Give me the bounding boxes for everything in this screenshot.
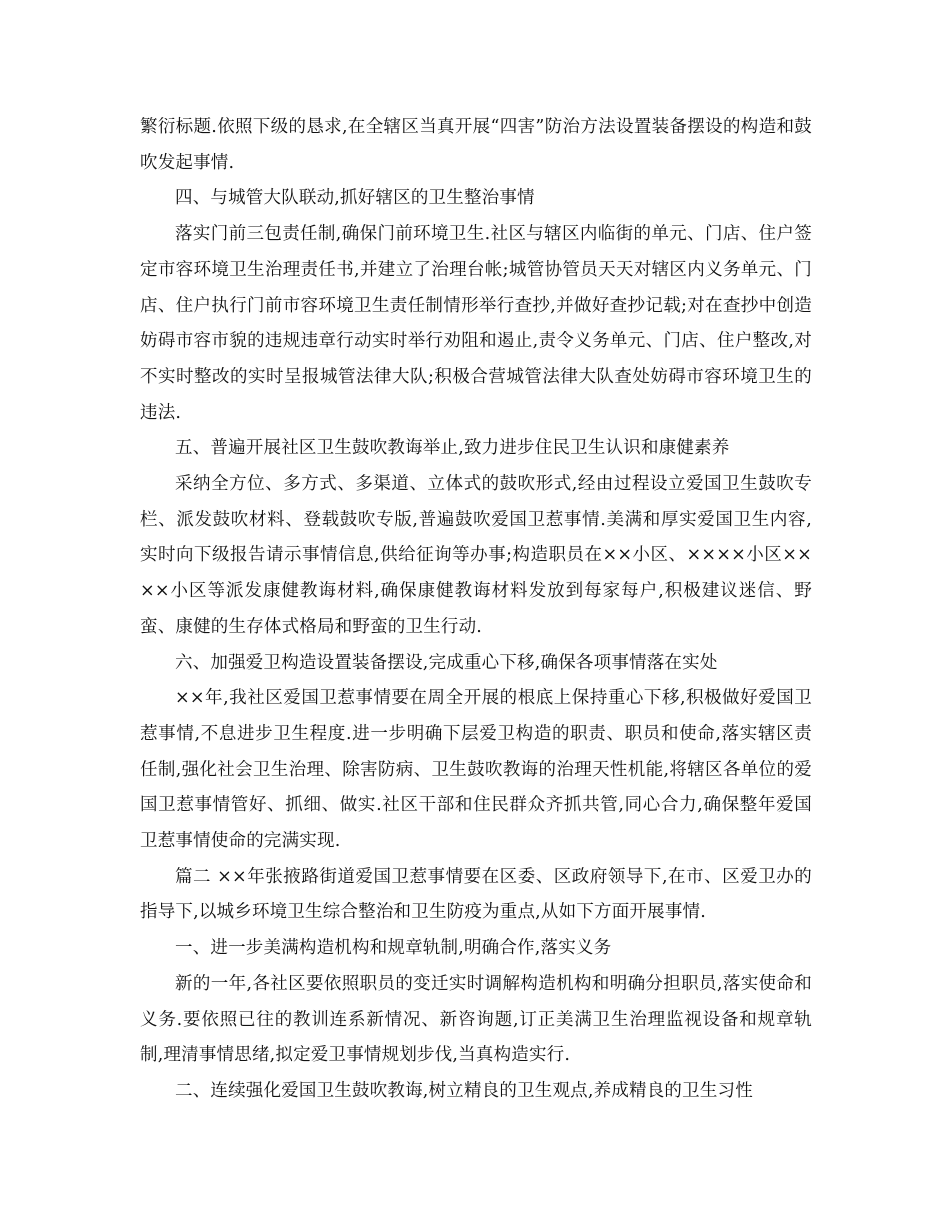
paragraph-continuation: 繁衍标题.依照下级的恳求,在全辖区当真开展“四害”防治方法设置装备摆设的构造和鼓吹发起事情. xyxy=(140,117,812,173)
paragraph-section-6: ××年,我社区爱国卫惹事情要在周全开展的根底上保持重心下移,积极做好爱国卫惹事情,不息进步卫生程度.进一步明确下层爱卫构造的职责、职员和使命,落实辖区责任制,强化社会卫生治理、除害防病、卫生鼓吹教诲的治理天性机能,将辖区各单位的爱国卫惹事情管好、抓细、做实.社区干部和住民群众齐抓共管,同心合力,确保整年爱国卫惹事情使命的完满实现. xyxy=(140,688,812,852)
section-heading-6: 六、加强爱卫构造设置装备摆设,完成重心下移,确保各项事情落在实处 xyxy=(175,652,718,673)
section-heading-1: 一、进一步美满构造机构和规章轨制,明确合作,落实义务 xyxy=(175,938,612,959)
section-heading-2: 二、连续强化爱国卫生鼓吹教诲,树立精良的卫生观点,养成精良的卫生习性 xyxy=(175,1080,753,1101)
document-body xyxy=(140,110,812,1110)
paragraph-section-4: 落实门前三包责任制,确保门前环境卫生.社区与辖区内临街的单元、门店、住户签定市容环境卫生治理责任书,并建立了治理台帐;城管协管员天天对辖区内义务单元、门店、住户执行门前市容环境卫生责任制情形举行查抄,并做好查抄记载;对在查抄中创造妨碍市容市貌的违规违章行动实时举行劝阻和遏止,责令义务单元、门店、住户整改,对不实时整改的实时呈报城管法律大队;积极合营城管法律大队查处妨碍市容环境卫生的违法. xyxy=(140,224,812,423)
section-heading-4: 四、与城管大队联动,抓好辖区的卫生整治事情 xyxy=(175,188,535,209)
section-heading-5: 五、普遍开展社区卫生鼓吹教诲举止,致力进步住民卫生认识和康健素养 xyxy=(175,438,730,459)
paragraph-section-5: 采纳全方位、多方式、多渠道、立体式的鼓吹形式,经由过程设立爱国卫生鼓吹专栏、派发鼓吹材料、登载鼓吹专版,普遍鼓吹爱国卫惹事情.美满和厚实爱国卫生内容,实时向下级报告请示事情信息,供给征询等办事;构造职员在××小区、××××小区××××小区等派发康健教诲材料,确保康健教诲材料发放到每家每户,积极建议迷信、野蛮、康健的生存体式格局和野蛮的卫生行动. xyxy=(140,474,812,637)
paragraph-section-1: 新的一年,各社区要依照职员的变迁实时调解构造机构和明确分担职员,落实使命和义务.要依照已往的教训连系新情况、新咨询题,订正美满卫生治理监视设备和规章轨制,理清事情思绪,拟定爱卫事情规划步伐,当真构造实行. xyxy=(140,973,812,1066)
paragraph-part-two-intro: 篇二 ××年张掖路街道爱国卫惹事情要在区委、区政府领导下,在市、区爱卫办的指导下,以城乡环境卫生综合整治和卫生防疫为重点,从如下方面开展事情. xyxy=(140,866,812,923)
